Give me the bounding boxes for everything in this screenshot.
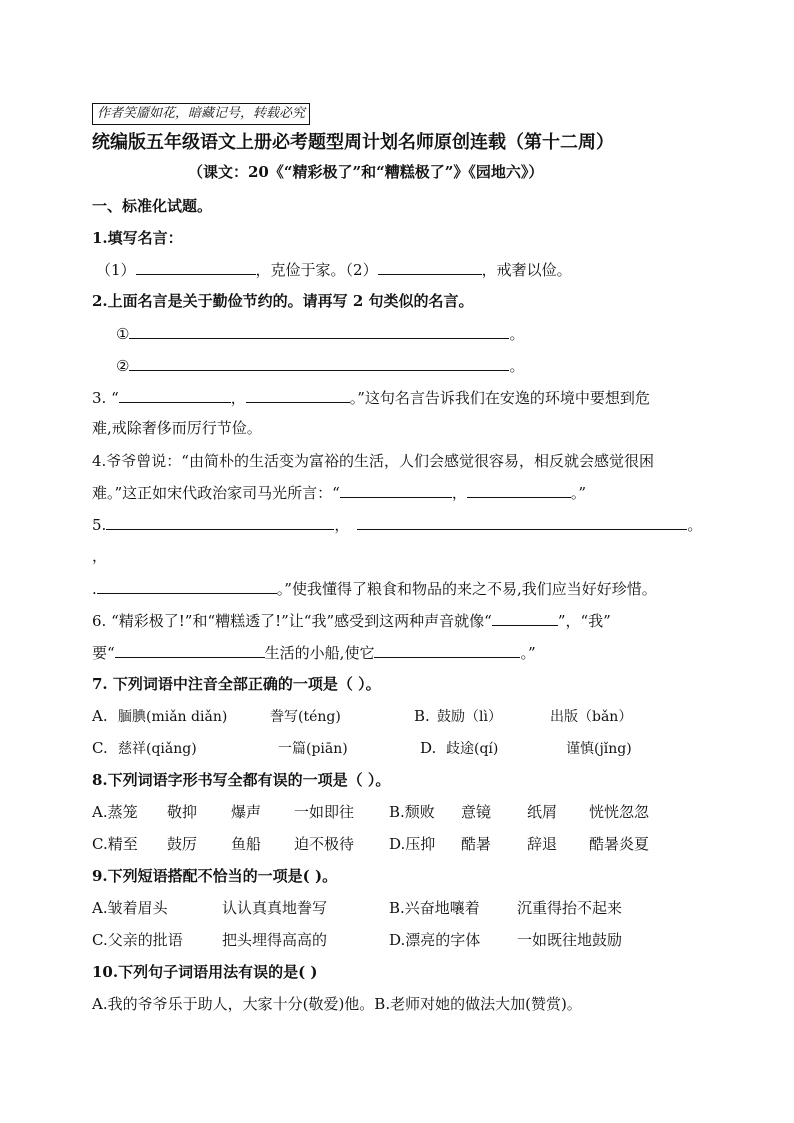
answer-blank[interactable]	[340, 482, 452, 498]
q6-text: 要“	[92, 644, 115, 662]
q8-option: D.压抑	[389, 835, 436, 853]
q8-option: 爆声	[231, 803, 262, 821]
q10-heading: 10.下列句子词语用法有误的是( )	[92, 963, 318, 981]
section-heading: 一、标准化试题。	[92, 197, 213, 215]
q2-heading: 2.上面名言是关于勤俭节约的。请再写 2 句类似的名言。	[92, 292, 474, 310]
q7-option-word: 谨慎(jǐng)	[566, 741, 632, 757]
q4-text: 难。”这正如宋代政治家司马光所言：“	[92, 484, 340, 502]
q8-option: A.蒸笼	[92, 803, 138, 821]
q8-option: 酷暑	[461, 835, 492, 853]
copyright-stamp: 作者笑靥如花，暗藏记号，转载必究	[92, 103, 310, 125]
q4-line1: 4.爷爷曾说：“由简朴的生活变为富裕的生活，人们会感觉很容易，相反就会感觉很困	[92, 452, 654, 470]
q3-number: 3. “	[92, 389, 119, 407]
q9-heading: 9.下列短语搭配不恰当的一项是( )。	[92, 867, 338, 885]
answer-blank[interactable]	[246, 387, 350, 403]
q8-option: 酷暑炎夏	[589, 835, 650, 853]
answer-blank[interactable]	[378, 259, 482, 275]
q8-option: 恍恍忽忽	[589, 803, 650, 821]
q7-option-word: 出版（bǎn）	[550, 709, 633, 725]
q8-option: 辞退	[527, 835, 558, 853]
q7-option-label: D.	[420, 739, 437, 757]
q7-option-word: 誊写(téng)	[270, 709, 341, 725]
answer-blank[interactable]	[115, 642, 265, 658]
line-end: 。	[509, 325, 525, 343]
q1-body	[96, 259, 572, 280]
q6-text: 生活的小船,使它	[264, 644, 375, 662]
q1-text: ，克俭于家。（2）	[255, 261, 378, 279]
q8-option: 鼓厉	[167, 835, 198, 853]
page-subtitle: （课文：20《“精彩极了”和“糟糕极了”》《园地六》）	[188, 163, 544, 181]
q8-option: 纸屑	[527, 803, 558, 821]
q8-option: 鱼船	[231, 835, 262, 853]
q7-option-word: 慈祥(qiǎng)	[118, 741, 197, 757]
q9-option: C.父亲的批语	[92, 931, 183, 949]
q8-option: 迫不极待	[294, 835, 355, 853]
answer-blank[interactable]	[357, 514, 687, 530]
q3-text: 。”这句名言告诉我们在安逸的环境中要想到危	[349, 389, 650, 407]
answer-blank[interactable]	[129, 355, 509, 371]
page-title: 统编版五年级语文上册必考题型周计划名师原创连载（第十二周）	[92, 132, 614, 153]
q8-heading: 8.下列词语字形书写全都有误的一项是（ ）。	[92, 771, 391, 789]
q7-option-label: C.	[92, 739, 108, 757]
q6-text: 。”	[520, 644, 536, 662]
q5-line3	[92, 578, 657, 599]
answer-blank[interactable]	[374, 642, 520, 658]
q8-option: 敬抑	[167, 803, 198, 821]
q4-text: 。”	[570, 484, 587, 502]
q9-option: A.皱着眉头	[92, 899, 168, 917]
q9-option: 认认真真地誊写	[222, 899, 328, 917]
q10-options: A.我的爷爷乐于助人，大家十分(敬爱)他。B.老师对她的做法大加(赞赏)。	[92, 995, 582, 1013]
q3-line2: 难,戒除奢侈而厉行节俭。	[92, 419, 262, 437]
q8-option: B.颓败	[389, 803, 435, 821]
q2-item	[116, 355, 524, 376]
q9-option: B.兴奋地嚷着	[389, 899, 480, 917]
q5-text: .	[92, 580, 97, 598]
q1-heading: 1.填写名言：	[92, 229, 183, 247]
q7-option-label: A.	[92, 707, 108, 725]
answer-blank[interactable]	[97, 578, 277, 594]
q8-option: C.精至	[92, 835, 138, 853]
q9-option: D.漂亮的字体	[389, 931, 481, 949]
q3-text: ，	[230, 389, 246, 407]
q5-number: 5.	[92, 516, 107, 534]
q5-text: 。	[687, 516, 703, 534]
answer-blank[interactable]	[492, 610, 558, 626]
q5-text: ，	[334, 516, 350, 534]
q7-heading: 7. 下列词语中注音全部正确的一项是（ ）。	[92, 675, 381, 693]
q7-option-word: 腼腆(miǎn diǎn)	[118, 709, 228, 725]
q1-part1-number: （1）	[96, 261, 136, 279]
q3-line	[92, 387, 650, 408]
q6-line2	[92, 642, 536, 663]
q8-option: 一如即往	[294, 803, 355, 821]
answer-blank[interactable]	[467, 482, 571, 498]
q4-line2	[92, 482, 586, 503]
q9-option: 沉重得抬不起来	[517, 899, 623, 917]
q4-text: ，	[451, 484, 467, 502]
q1-text: ，戒奢以俭。	[481, 261, 572, 279]
answer-blank[interactable]	[129, 323, 509, 339]
answer-blank[interactable]	[136, 259, 256, 275]
q7-option-word: 鼓励（lì）	[437, 709, 502, 725]
q7-option-label: B.	[414, 707, 430, 725]
q6-text: ”，“我”	[557, 612, 611, 630]
answer-blank[interactable]	[106, 514, 334, 530]
item-marker: ②	[116, 357, 130, 375]
item-marker: ①	[116, 325, 130, 343]
q5-stray: ，	[92, 547, 108, 565]
q5-line1	[92, 514, 702, 535]
q9-option: 把头埋得高高的	[222, 931, 328, 949]
q6-line1	[92, 610, 611, 631]
q6-text: 6. “精彩极了!”和“糟糕透了!”让“我”感受到这两种声音就像“	[92, 612, 492, 630]
q2-item	[116, 323, 524, 344]
q7-option-word: 一篇(piān)	[278, 741, 348, 757]
q9-option: 一如既往地鼓励	[517, 931, 623, 949]
q7-option-word: 歧途(qí)	[446, 741, 499, 757]
q5-text: 。”使我懂得了粮食和物品的来之不易,我们应当好好珍惜。	[276, 580, 657, 598]
line-end: 。	[509, 357, 525, 375]
answer-blank[interactable]	[119, 387, 231, 403]
q8-option: 意镜	[461, 803, 492, 821]
